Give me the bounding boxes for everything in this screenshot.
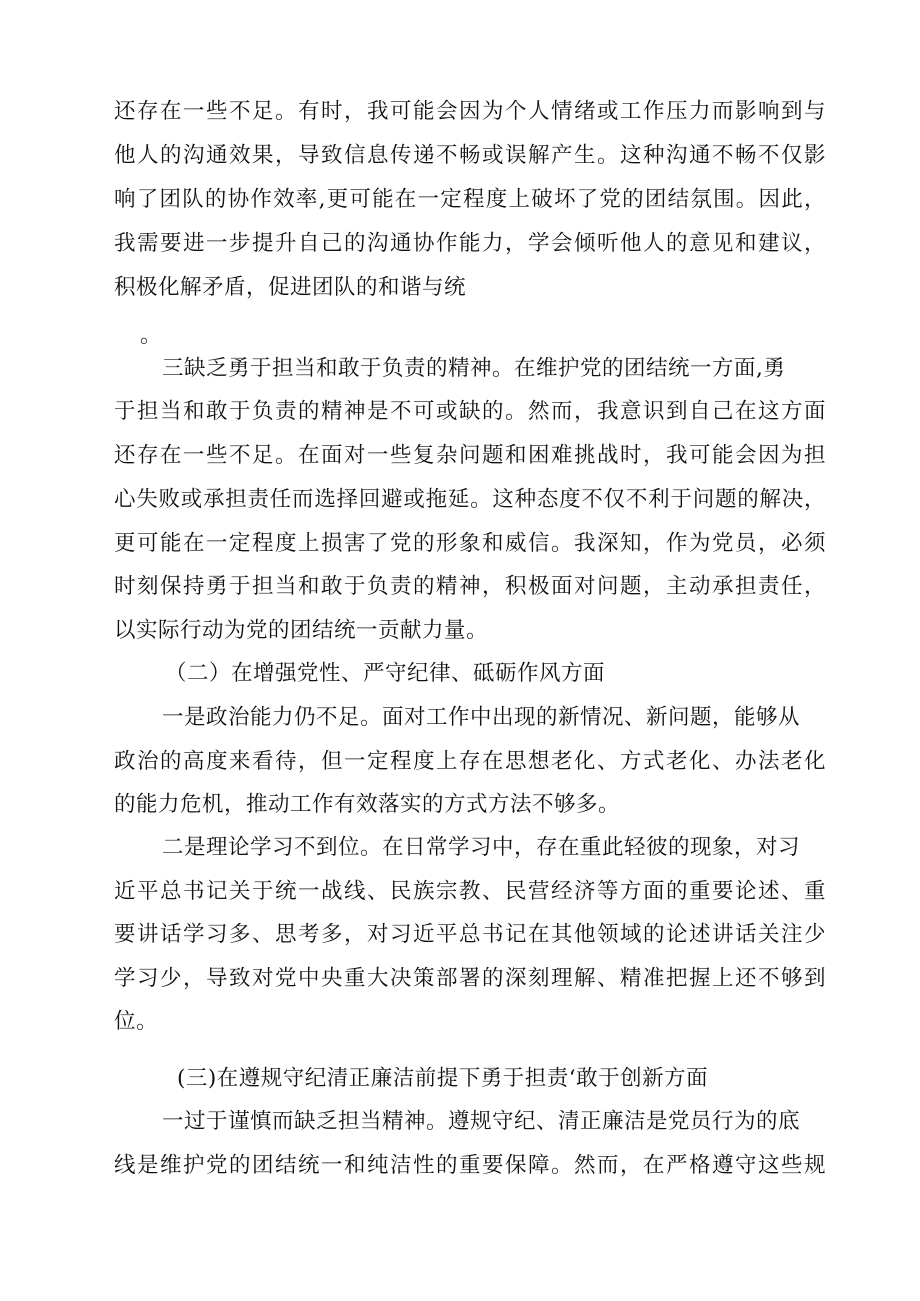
text-line: 还存在一些不足。在面对一些复杂问题和困难挑战时，我可能会因为担	[114, 443, 826, 468]
text-line: 。	[140, 323, 163, 348]
text-line: 我需要进一步提升自己的沟通协作能力，学会倾听他人的意见和建议，	[114, 231, 826, 256]
text-line: 时刻保持勇于担当和敢于负责的精神，积极面对问题，主动承担责任，	[114, 574, 826, 599]
text-line: 更可能在一定程度上损害了党的形象和威信。我深知，作为党员，必须	[114, 531, 826, 556]
text-line: 要讲话学习多、思考多，对习近平总书记在其他领域的论述讲话关注少	[114, 922, 826, 947]
text-line: 响了团队的协作效率,更可能在一定程度上破坏了党的团结氛围。因此，	[114, 187, 826, 212]
section-heading: （二）在增强党性、严守纪律、砥砺作风方面	[165, 661, 606, 686]
text-line: 于担当和敢于负责的精神是不可或缺的。然而，我意识到自己在这方面	[114, 399, 826, 424]
text-line: 还存在一些不足。有时，我可能会因为个人情绪或工作压力而影响到与	[114, 99, 826, 124]
paragraph-first-line: 一是政治能力仍不足。面对工作中出现的新情况、新问题，能够从	[162, 705, 801, 730]
text-line: 近平总书记关于统一战线、民族宗教、民营经济等方面的重要论述、重	[114, 879, 826, 904]
text-line: 以实际行动为党的团结统一贡献力量。	[114, 618, 489, 643]
text-line: 心失败或承担责任而选择回避或拖延。这种态度不仅不利于问题的解决，	[114, 487, 826, 512]
text-line: 线是维护党的团结统一和纯洁性的重要保障。然而，在严格遵守这些规	[114, 1153, 826, 1178]
text-line: 他人的沟通效果，导致信息传递不畅或误解产生。这种沟通不畅不仅影	[114, 143, 826, 168]
text-line: 积极化解矛盾，促进团队的和谐与统	[114, 275, 467, 300]
paragraph-first-line: 二是理论学习不到位。在日常学习中，存在重此轻彼的现象，对习	[162, 835, 801, 860]
paragraph-first-line: 一过于谨慎而缺乏担当精神。遵规守纪、清正廉洁是党员行为的底	[162, 1109, 801, 1134]
text-line: 的能力危机，推动工作有效落实的方式方法不够多。	[114, 792, 621, 817]
paragraph-first-line: 三缺乏勇于担当和敢于负责的精神。在维护党的团结统一方面,勇	[162, 356, 786, 381]
text-line: 位。	[114, 1009, 159, 1034]
section-heading: (三)在遵规守纪清正廉洁前提下勇于担责‘敢于创新方面	[177, 1066, 709, 1091]
text-line: 学习少，导致对党中央重大决策部署的深刻理解、精准把握上还不够到	[114, 966, 826, 991]
text-line: 政治的高度来看待，但一定程度上存在思想老化、方式老化、办法老化	[114, 749, 826, 774]
